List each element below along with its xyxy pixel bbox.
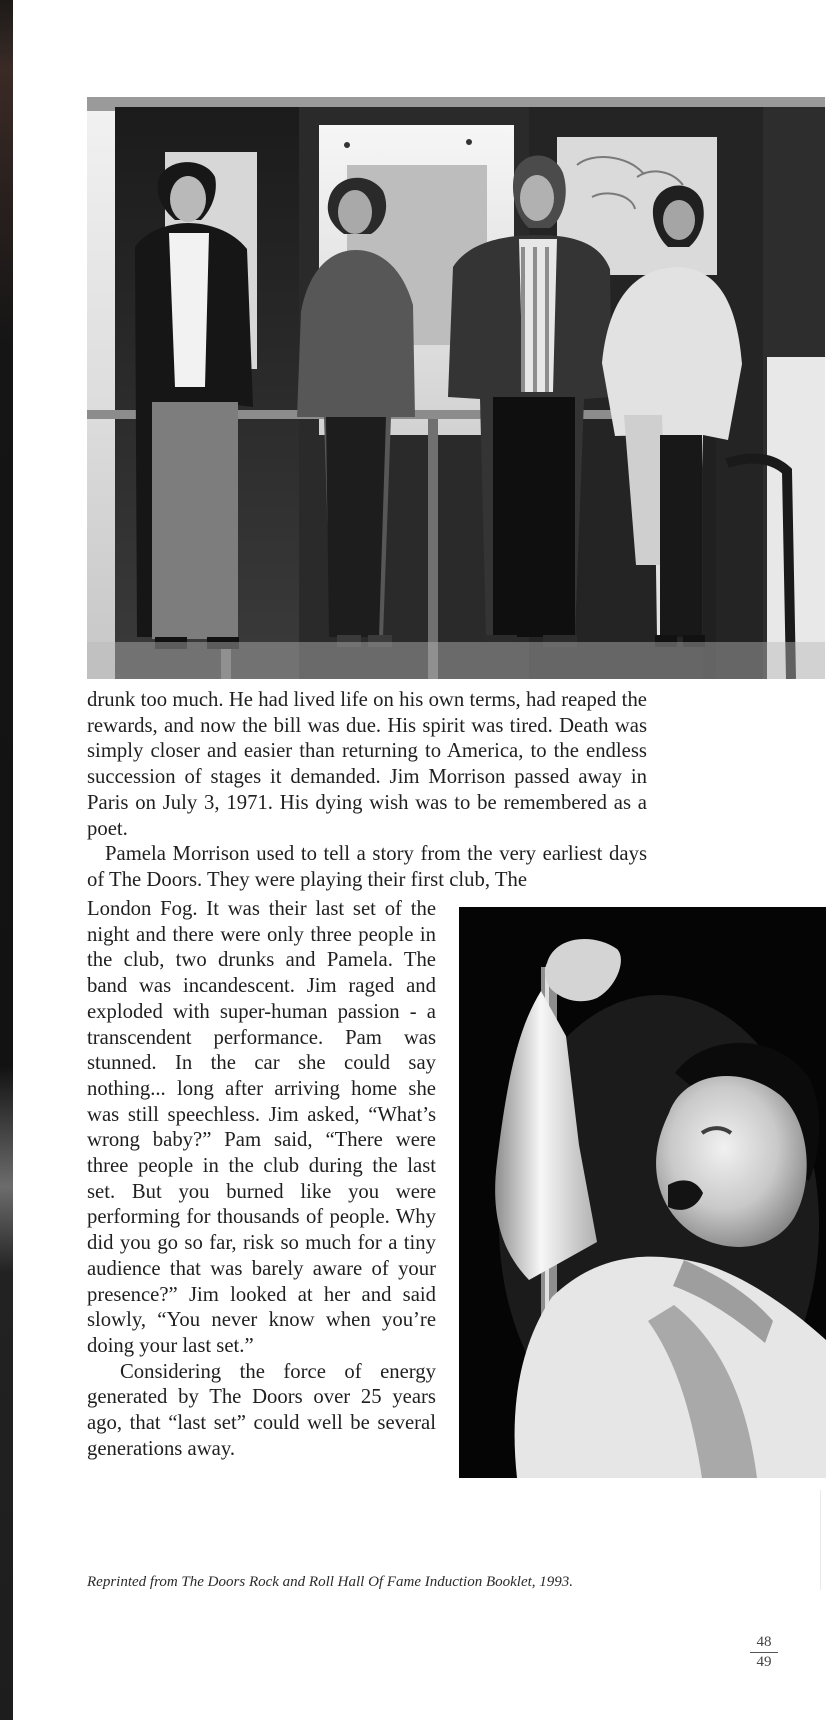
bolt-1 [344, 142, 350, 148]
left-text-column [87, 897, 436, 1462]
page-number [749, 1634, 779, 1671]
story-paragraph-left: London Fog. It was their last set of the night and there were only three people in the club, two drunks and Pamela. The band was incandescent. Jim raged and exploded with super-human passion - a transcendent performance. Pam was stunned. In the car she could say nothing... long after arriving home she was still speechless. Jim asked, “What’s wrong baby?” Pam said, “There were three people in the club during the last set. But you burned like you were performing for thousands of people. Why did you go so far, risk so much for a tiny audience that was barely aware of your presence?” Jim looked at her and said slowly, “You never know when you’re doing your last set.” [87, 898, 436, 1357]
closing-paragraph: Considering the force of energy generated by The Doors over 25 years ago, that “last set” could well be several generations away. [87, 1360, 436, 1460]
floor-shadow [87, 642, 825, 679]
band-photograph [87, 97, 825, 679]
railing-post-2 [428, 419, 438, 679]
page-binding-edge [0, 0, 13, 1720]
right-gutter-line [820, 1490, 821, 1590]
page-number-divider [750, 1652, 778, 1653]
story-paragraph-top: Pamela Morrison used to tell a story from the very earliest days of The Doors. They were playing their first club, The [87, 843, 647, 891]
band-photo-svg [87, 97, 825, 679]
stage-photograph [459, 907, 826, 1478]
singer-face [656, 1076, 807, 1247]
intro-paragraph: drunk too much. He had lived life on his own terms, had reaped the rewards, and now the bill was due. His spirit was tired. Death was simply closer and easier than returning to America, to the endless succession of stages it demanded. Jim Morrison passed away in Paris on July 3, 1971. His dying wish was to be remembered as a poet. [87, 689, 647, 840]
stage-photo-svg [459, 907, 826, 1478]
main-article-text [87, 688, 647, 894]
bolt-2 [466, 139, 472, 145]
page-number-left: 48 [756, 1634, 772, 1650]
page-number-right: 49 [756, 1654, 772, 1670]
right-wall [767, 357, 825, 679]
reprint-caption: Reprinted from The Doors Rock and Roll Hall Of Fame Induction Booklet, 1993. [87, 1574, 574, 1590]
